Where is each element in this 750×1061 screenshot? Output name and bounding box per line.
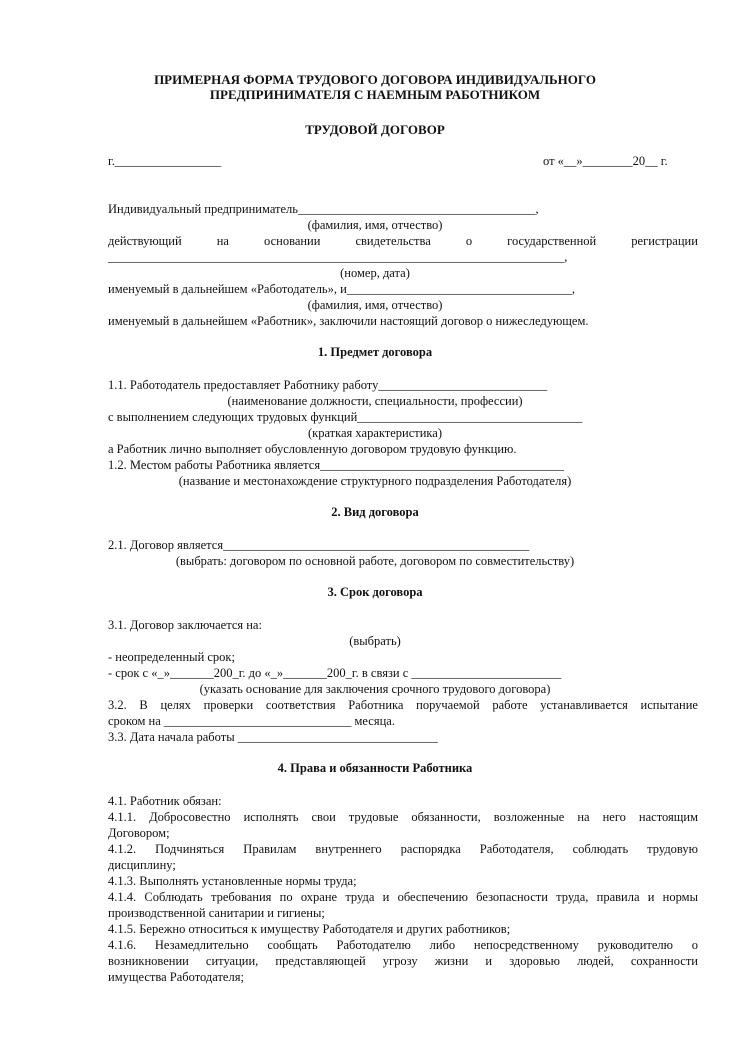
option-fixed-term: - срок с «_»_______200_г. до «_»_______200_г. в связи с ________________________ <box>108 666 562 680</box>
clause-word: Работника <box>348 698 404 712</box>
hint-full-name: (фамилия, имя, отчество) <box>307 218 443 232</box>
clause-4-1-3: 4.1.3. Выполнять установленные нормы труда; <box>108 874 357 888</box>
clause-3-2-probation: сроком на ______________________________ месяца. <box>108 714 395 728</box>
clause-1-1: 1.1. Работодатель предоставляет Работнику работу___________________________ <box>108 378 548 392</box>
document-title: ТРУДОВОЙ ДОГОВОР <box>305 122 445 137</box>
clause-4-1-2: 4.1.2. Подчиняться Правилам внутреннего распорядка Работодателя, соблюдать трудовую <box>108 842 698 856</box>
intro-word: на <box>216 234 229 248</box>
hint-fixed-term-reason: (указать основание для заключения срочного трудового договора) <box>199 682 551 696</box>
clause-4-1-5: 4.1.5. Бережно относиться к имуществу Работодателя и других работников; <box>108 922 511 936</box>
city-field: г._________________ <box>108 154 222 168</box>
intro-registration-blank: _________________________________________________________________________, <box>108 250 568 264</box>
clause-4-1-4-cont: производственной санитарии и гигиены; <box>108 906 325 920</box>
clause-1-1-personal: а Работник лично выполняет обусловленную договором трудовую функцию. <box>108 442 517 456</box>
intro-word: государственной <box>507 234 597 248</box>
clause-word: поручаемой <box>416 698 480 712</box>
hint-full-name-2: (фамилия, имя, отчество) <box>307 298 443 312</box>
intro-word: регистрации <box>631 234 698 248</box>
clause-3-3: 3.3. Дата начала работы ________________________________ <box>108 730 438 744</box>
clause-4-1: 4.1. Работник обязан: <box>108 794 222 808</box>
clause-word: работе <box>492 698 528 712</box>
clause-3-1: 3.1. Договор заключается на: <box>108 618 262 632</box>
clause-4-1-4: 4.1.4. Соблюдать требования по охране труда и обеспечению безопасности труда, правила и нормы <box>108 890 698 904</box>
hint-brief-description: (краткая характеристика) <box>307 426 443 440</box>
section-2-heading: 2. Вид договора <box>331 505 419 519</box>
clause-4-1-6-end: имущества Работодателя; <box>108 970 244 984</box>
clause-word: устанавливается <box>540 698 628 712</box>
clause-2-1: 2.1. Договор является_________________________________________________ <box>108 538 530 552</box>
form-title-line-2: ПРЕДПРИНИМАТЕЛЯ С НАЕМНЫМ РАБОТНИКОМ <box>209 87 541 102</box>
intro-entrepreneur-line: Индивидуальный предприниматель______________________________________, <box>108 202 539 216</box>
hint-number-date: (номер, дата) <box>340 266 410 280</box>
hint-workplace: (название и местонахождение структурного подразделения Работодателя) <box>178 474 572 488</box>
clause-4-1-6: 4.1.6. Незамедлительно сообщать Работодателю либо непосредственному руководителю о <box>108 938 698 952</box>
clause-word: испытание <box>640 698 698 712</box>
hint-contract-kind: (выбрать: договором по основной работе, договором по совместительству) <box>175 554 575 568</box>
intro-word: основании <box>264 234 321 248</box>
date-field: от «__»________20__ г. <box>543 154 668 168</box>
clause-4-1-1: 4.1.1. Добросовестно исполнять свои трудовые обязанности, возложенные на него настоящим <box>108 810 698 824</box>
intro-employee-line: именуемый в дальнейшем «Работник», заключили настоящий договор о нижеследующем. <box>108 314 589 328</box>
intro-employer-line: именуемый в дальнейшем «Работодатель», и____________________________________, <box>108 282 575 296</box>
clause-3-2 <box>108 697 698 713</box>
intro-word: свидетельства <box>355 234 431 248</box>
clause-word: соответствия <box>265 698 336 712</box>
hint-position: (наименование должности, специальности, профессии) <box>227 394 523 408</box>
clause-word: 3.2. <box>108 698 127 712</box>
section-1-heading: 1. Предмет договора <box>317 345 433 359</box>
intro-acting-line <box>108 233 698 249</box>
option-indefinite-term: - неопределенный срок; <box>108 650 235 664</box>
clause-1-2: 1.2. Местом работы Работника является_______________________________________ <box>108 458 564 472</box>
intro-word: действующий <box>108 234 182 248</box>
clause-4-1-6-cont: возникновении ситуации, представляющей угрозу жизни и здоровью людей, сохранности <box>108 954 698 968</box>
clause-4-1-2-cont: дисциплину; <box>108 858 176 872</box>
intro-word: о <box>465 234 473 248</box>
clause-4-1-1-cont: Договором; <box>108 826 170 840</box>
section-4-heading: 4. Права и обязанности Работника <box>277 761 473 775</box>
clause-word: В <box>139 698 148 712</box>
clause-1-1-functions: с выполнением следующих трудовых функций____________________________________ <box>108 410 583 424</box>
clause-word: проверки <box>203 698 254 712</box>
form-title-line-1: ПРИМЕРНАЯ ФОРМА ТРУДОВОГО ДОГОВОРА ИНДИВИДУАЛЬНОГО <box>154 72 596 87</box>
hint-choose: (выбрать) <box>349 634 401 648</box>
section-3-heading: 3. Срок договора <box>327 585 423 599</box>
clause-word: целях <box>160 698 191 712</box>
